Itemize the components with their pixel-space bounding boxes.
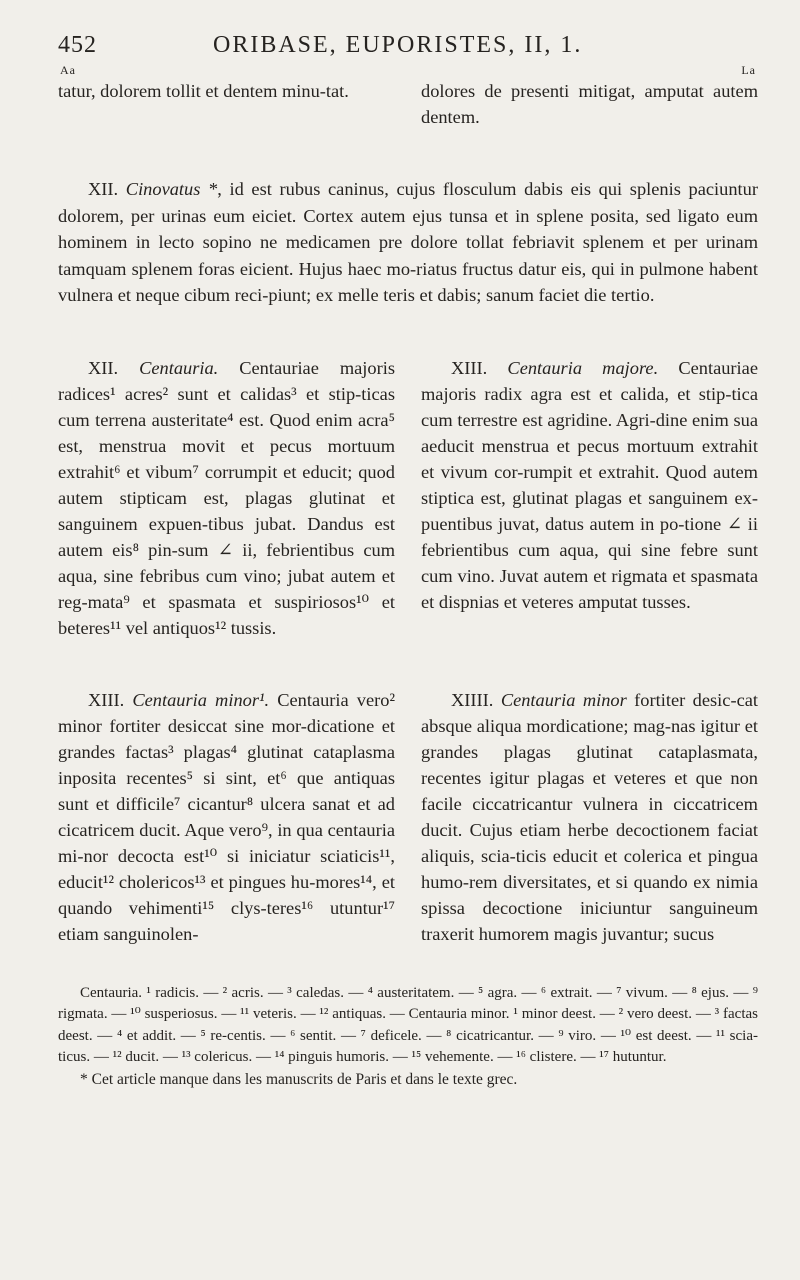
running-title: ORIBASE, EUPORISTES, II, 1. [213, 32, 583, 58]
section-centauria-minor [58, 687, 758, 947]
left-section-text: Centauriae majoris radices¹ acres² sunt et calidas³ et stip-ticas cum terrena austeritate⁴ est. Quod enim acra⁵ est, menstrua movit et pecus mortuum extrahit⁶ et vibum⁷ corrumpit et educit; quod autem stipticam est, plagas glutinat et sanguinem expuen-tibus jubat. Dandus est autem eis⁸ pin-sum ∠ ii, febrientibus cum aqua, sine febribus cum vino; jubat autem et reg-mata⁹ et spasmata et suspiriosos¹⁰ et beteres¹¹ vel antiquos¹² tussis. [58, 357, 395, 638]
right-section-number: XIII. [451, 357, 488, 378]
book-page [58, 30, 758, 1260]
section-title: Cinovatus * [125, 179, 218, 199]
signature-mark-left: Aa [60, 63, 76, 77]
left-section-title: Centauria. [139, 357, 219, 378]
left-section-title: Centauria minor¹. [132, 689, 270, 710]
left-section-text: Centauria vero² minor fortiter desiccat sine mor-dicatione et grandes factas³ plagas⁴ glutinat cataplasma inposita recentes⁵ si sint, et⁶ que antiquas sunt et difficile⁷ cicantur⁸ ulcera sanat et ad cicatricem ducit. Aque vero⁹, in qua centauria mi-nor decocta est¹⁰ si iniciatur sciaticis¹¹, educit¹² cholericos¹³ et pingues hu-mores¹⁴, et quando vehimenti¹⁵ clys-teres¹⁶ utuntur¹⁷ etiam sanguinolen- [58, 689, 395, 944]
page-number: 452 [58, 32, 97, 58]
signature-mark-right: La [741, 63, 756, 77]
section-cinovatus [58, 176, 758, 309]
apparatus-notes: Centauria. ¹ radicis. — ² acris. — ³ caledas. — ⁴ austeritatem. — ⁵ agra. — ⁶ extrait. — ⁷ vivum. — ⁸ ejus. — ⁹ rigmata. — ¹⁰ susperiosus. — ¹¹ veteris. — ¹² antiquas. — Centauria minor. ¹ minor deest. — ² vero deest. — ³ factas deest. — ⁴ et addit. — ⁵ re-centis. — ⁶ sentit. — ⁷ deficele. — ⁸ cicatricantur. — ⁹ viro. — ¹⁰ est deest. — ¹¹ scia-ticus. — ¹² ducit. — ¹³ colericus. — ¹⁴ pinguis humoris. — ¹⁵ vehemente. — ¹⁶ clistere. — ¹⁷ hutuntur. [58, 984, 758, 1065]
right-section-number: XIIII. [451, 689, 494, 710]
top-continuation [58, 78, 758, 130]
top-left-text: tatur, dolorem tollit et dentem minu-tat. [58, 81, 349, 101]
section-number: XII. [88, 179, 119, 199]
right-section-text: Centauriae majoris radix agra est et calida, et stip-tica cum terrestre est agridine. Agri-dine enim sua aeducit menstrua et pecus mortuum extrahit et vivum cor-rumpit et extrahit. Quod autem stiptica est, glutinat plagas et sanguinem ex-puentibus juvat, datus autem in po-tione ∠ ii febrientibus cum aqua, qui sine febre sunt cum vino. Juvat autem et rigmata et spasmata et dispnias et veteres amputat tusses. [421, 357, 758, 612]
right-section-text: fortiter desic-cat absque aliqua mordicatione; mag-nas igitur et grandes plagas glutinat cataplasmata, recentes igitur plagas et veteres et que non facile ciccatricantur vulnera in ciccatricem ducit. Cujus etiam herbe decoctionem faciat aliquis, scia-ticis educit et colerica et pingua humo-rem diversitates, et si quando ex nimia spissa decoctione iniciuntur sanguineum traxerit humorem magis juvantur; sucus [421, 689, 758, 944]
top-right-text: dolores de presenti mitigat, amputat autem dentem. [421, 81, 758, 127]
right-section-title: Centauria minor [500, 689, 627, 710]
left-section-number: XII. [88, 357, 119, 378]
section-centauria [58, 355, 758, 641]
left-section-number: XIII. [88, 689, 125, 710]
running-header [58, 30, 758, 77]
editor-footnote: * Cet article manque dans les manuscrits de Paris et dans le texte grec. [80, 1070, 518, 1088]
right-section-title: Centauria majore. [507, 357, 659, 378]
section-text: , id est rubus caninus, cujus flosculum dabis eis qui splenis paciuntur dolorem, per urinas eum eiciet. Cortex autem ejus tunsa et in splene posita, sed ligato eum hominem in lecto sopino ne medicamen pre dolore tollat febriavit splenem et per urinam tamquam splenem foras eicient. Hujus haec mo-riatus fructus datur eis, qui in pulmone habent vulnera et neque cibum reci-piunt; ex melle teris et dabis; sanum faciet die tertio. [58, 179, 758, 305]
critical-apparatus [58, 983, 758, 1091]
